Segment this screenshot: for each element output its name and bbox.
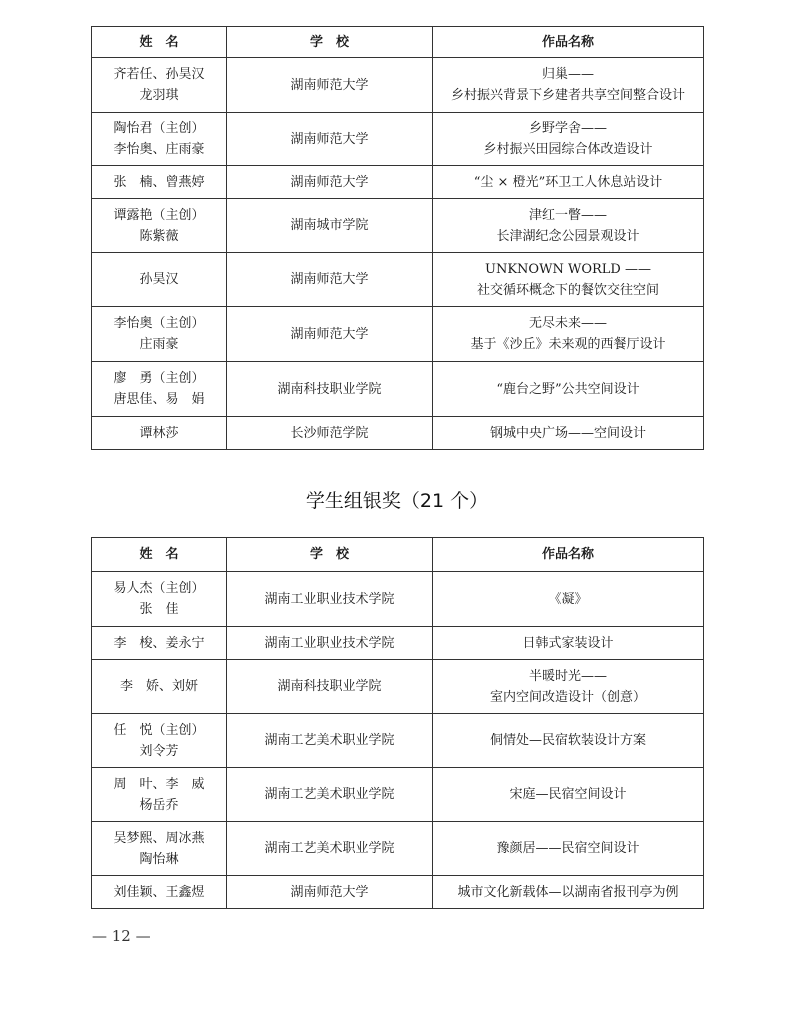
name-line: 李 梭、姜永宁 <box>113 635 205 651</box>
header-school: 学 校 <box>227 538 433 572</box>
name-cell <box>92 660 227 714</box>
name-cell <box>92 307 227 362</box>
work-title-line: 日韩式家装设计 <box>522 635 614 651</box>
name-line: 任 悦（主创） <box>113 722 205 738</box>
work-title-line: 无尽未来—— <box>528 316 607 331</box>
table-row <box>92 627 704 660</box>
header-work: 作品名称 <box>433 27 704 58</box>
table-row <box>92 714 704 768</box>
name-line: 庄雨豪 <box>139 337 179 352</box>
header-school: 学 校 <box>227 27 433 58</box>
table-row <box>92 417 704 450</box>
work-title-line: 宋庭—民宿空间设计 <box>509 787 627 802</box>
work-title-line: “尘 × 橙光”环卫工人休息站设计 <box>473 174 663 190</box>
table-row <box>92 307 704 362</box>
name-cell <box>92 876 227 909</box>
work-title-cell <box>433 714 704 768</box>
table-header-row <box>92 538 704 572</box>
school-cell: 湖南师范大学 <box>227 58 433 113</box>
work-title-cell <box>433 58 704 113</box>
name-line: 张 佳 <box>139 602 179 617</box>
school-cell: 湖南工业职业技术学院 <box>227 572 433 627</box>
table-row <box>92 166 704 199</box>
table-row <box>92 58 704 113</box>
name-line: 杨岳乔 <box>139 797 179 813</box>
name-cell <box>92 822 227 876</box>
school-cell: 湖南师范大学 <box>227 307 433 362</box>
work-title-line: “鹿台之野”公共空间设计 <box>496 381 640 397</box>
work-title-line: 城市文化新载体—以湖南省报刊亭为例 <box>457 884 679 900</box>
name-cell <box>92 253 227 307</box>
name-line: 陶怡琳 <box>139 851 179 867</box>
work-title-cell <box>433 822 704 876</box>
work-title-cell <box>433 253 704 307</box>
school-cell: 湖南工业职业技术学院 <box>227 627 433 660</box>
school-cell: 湖南科技职业学院 <box>227 362 433 417</box>
work-title-cell <box>433 199 704 253</box>
work-title-line: 归巢—— <box>541 67 594 82</box>
work-title-line: 社交循环概念下的餐饮交往空间 <box>476 282 659 298</box>
table-row <box>92 362 704 417</box>
silver-award-table <box>91 537 704 909</box>
work-title-line: 长津湖纪念公园景观设计 <box>496 228 640 244</box>
work-title-cell <box>433 417 704 450</box>
work-title-cell <box>433 660 704 714</box>
work-title-line: 津红一瞥—— <box>528 207 607 223</box>
name-line: 李 娇、刘妍 <box>119 679 198 694</box>
name-cell <box>92 768 227 822</box>
name-line: 吴梦熙、周冰燕 <box>113 830 205 846</box>
school-cell: 湖南工艺美术职业学院 <box>227 768 433 822</box>
name-line: 易人杰（主创） <box>113 581 205 596</box>
work-title-line: 侗情处—民宿软装设计方案 <box>489 733 646 748</box>
work-title-line: 钢城中央广场——空间设计 <box>489 425 646 441</box>
name-line: 李怡奥（主创） <box>113 316 205 331</box>
work-title-line: 乡野学舍—— <box>528 121 607 136</box>
name-cell <box>92 362 227 417</box>
table-row <box>92 876 704 909</box>
name-line: 李怡奥、庄雨豪 <box>113 142 205 157</box>
work-title-cell <box>433 166 704 199</box>
name-line: 陶怡君（主创） <box>113 121 205 136</box>
work-title-cell <box>433 768 704 822</box>
school-cell: 湖南师范大学 <box>227 113 433 166</box>
work-title-line: 基于《沙丘》未来观的西餐厅设计 <box>470 337 666 352</box>
work-title-line: UNKNOWN WORLD —— <box>485 261 651 277</box>
name-cell <box>92 58 227 113</box>
name-line: 唐思佳、易 娟 <box>113 392 205 407</box>
name-cell <box>92 572 227 627</box>
name-line: 周 叶、李 威 <box>113 776 205 792</box>
table-row <box>92 113 704 166</box>
work-title-cell <box>433 362 704 417</box>
table-row <box>92 199 704 253</box>
name-line: 刘令芳 <box>139 743 179 759</box>
school-cell: 湖南工艺美术职业学院 <box>227 714 433 768</box>
name-line: 谭露艳（主创） <box>113 207 205 223</box>
name-cell <box>92 627 227 660</box>
header-work: 作品名称 <box>433 538 704 572</box>
work-title-cell <box>433 572 704 627</box>
work-title-line: 乡村振兴背景下乡建者共享空间整合设计 <box>450 88 685 103</box>
name-cell <box>92 166 227 199</box>
name-line: 张 楠、曾燕婷 <box>113 174 205 190</box>
work-title-line: 乡村振兴田园综合体改造设计 <box>483 142 653 157</box>
work-title-line: 室内空间改造设计（创意） <box>489 689 646 705</box>
work-title-line: 豫颜居——民宿空间设计 <box>496 841 640 856</box>
gold-award-table <box>91 26 704 450</box>
section-title: 学生组银奖（21 个） <box>305 490 489 512</box>
name-line: 陈紫薇 <box>139 228 179 244</box>
school-cell: 湖南师范大学 <box>227 876 433 909</box>
name-line: 谭林莎 <box>139 425 179 441</box>
work-title-line: 《凝》 <box>548 591 588 607</box>
table-row <box>92 253 704 307</box>
name-line: 刘佳颖、王鑫煜 <box>113 884 205 900</box>
header-name: 姓 名 <box>92 538 227 572</box>
name-cell <box>92 417 227 450</box>
work-title-cell <box>433 876 704 909</box>
name-line: 齐若任、孙昊汉 <box>113 67 205 82</box>
name-cell <box>92 199 227 253</box>
table-row <box>92 572 704 627</box>
school-cell: 湖南科技职业学院 <box>227 660 433 714</box>
work-title-cell <box>433 307 704 362</box>
name-cell <box>92 113 227 166</box>
name-line: 龙羽琪 <box>139 88 179 103</box>
table-row <box>92 822 704 876</box>
header-name: 姓 名 <box>92 27 227 58</box>
table-row <box>92 768 704 822</box>
name-line: 廖 勇（主创） <box>113 371 205 386</box>
school-cell: 湖南师范大学 <box>227 166 433 199</box>
school-cell: 湖南工艺美术职业学院 <box>227 822 433 876</box>
table-header-row <box>92 27 704 58</box>
school-cell: 长沙师范学院 <box>227 417 433 450</box>
page-number: — 12 — <box>92 927 151 945</box>
school-cell: 湖南师范大学 <box>227 253 433 307</box>
name-cell <box>92 714 227 768</box>
school-cell: 湖南城市学院 <box>227 199 433 253</box>
work-title-cell <box>433 113 704 166</box>
name-line: 孙昊汉 <box>139 272 179 287</box>
table-row <box>92 660 704 714</box>
work-title-cell <box>433 627 704 660</box>
work-title-line: 半暖时光—— <box>528 668 607 684</box>
